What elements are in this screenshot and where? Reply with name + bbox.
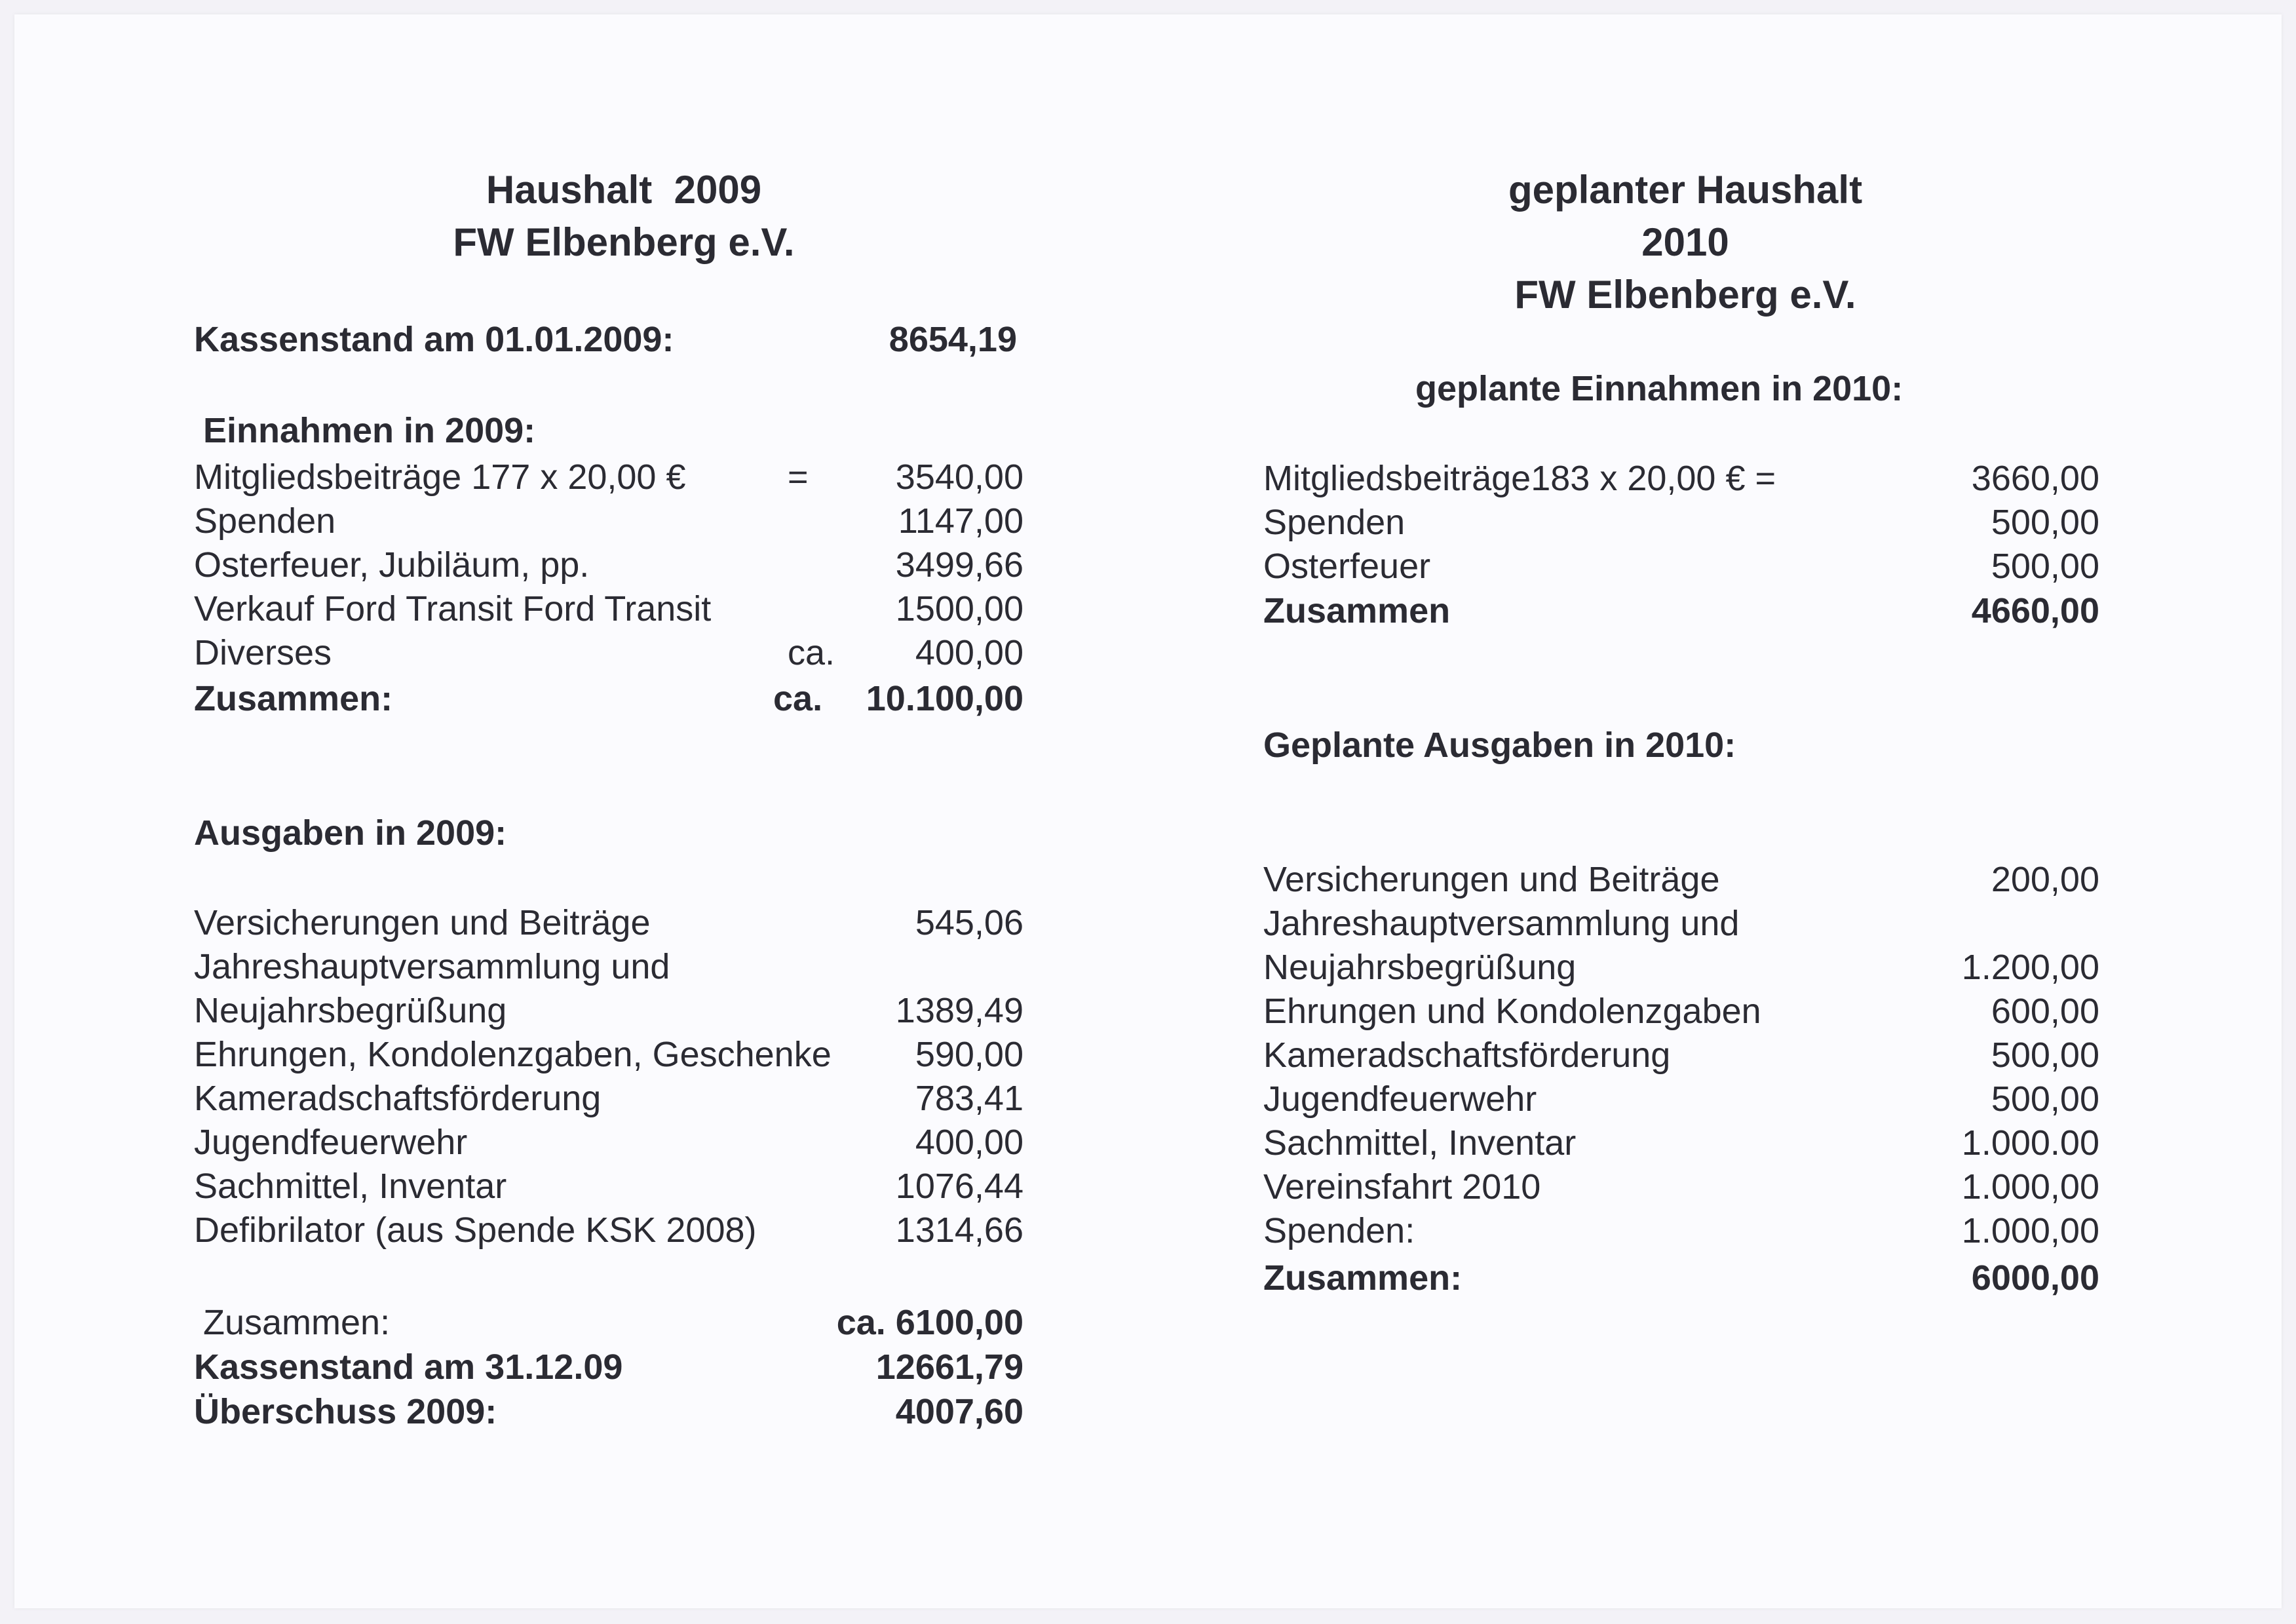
right-title [1423,164,1947,321]
expenses-2009-total-value: ca. 6100,00 [836,1303,1024,1342]
row-value: 3660,00 [1971,459,2099,498]
row-value: 1.200,00 [1961,948,2099,987]
row-value: 1076,44 [895,1167,1024,1206]
income-2009-heading: Einnahmen in 2009: [203,411,536,450]
document-page [14,14,2282,1608]
row-label: Spenden [1263,503,1406,542]
row-value: 500,00 [1991,1035,2099,1075]
row-value: 500,00 [1991,547,2099,586]
row-value: 1.000,00 [1961,1167,2099,1207]
row-value: 500,00 [1991,1079,2099,1119]
row-label: Versicherungen und Beiträge [1263,860,1720,899]
row-label: Jugendfeuerwehr [194,1123,468,1162]
row-value: 1389,49 [895,991,1024,1030]
row-value: 400,00 [915,633,1024,672]
row-label: Mitgliedsbeiträge183 x 20,00 € = [1263,459,1776,498]
row-label: Jahreshauptversammlung und [194,947,670,986]
row-label: Sachmittel, Inventar [194,1167,507,1206]
expenses-2010-total-value: 6000,00 [1971,1258,2099,1298]
expenses-2010-heading: Geplante Ausgaben in 2010: [1263,725,1736,765]
income-2009-total-label: Zusammen: [194,679,393,718]
row-label: Versicherungen und Beiträge [194,903,651,942]
row-label: Diverses [194,633,332,672]
income-2010-heading: geplante Einnahmen in 2010: [1415,369,1904,408]
row-value: 500,00 [1991,503,2099,542]
row-label: Kameradschaftsförderung [1263,1035,1671,1075]
row-value: 590,00 [915,1035,1024,1074]
row-label: Sachmittel, Inventar [1263,1123,1577,1163]
expenses-2010-total-label: Zusammen: [1263,1258,1463,1298]
row-label: Spenden [194,501,336,541]
income-2010-total-value: 4660,00 [1971,591,2099,630]
row-value: 1500,00 [895,589,1024,628]
left-title [362,164,886,269]
row-label: Spenden: [1263,1211,1415,1250]
opening-balance-label: Kassenstand am 01.01.2009: [194,320,674,359]
row-value: 545,06 [915,903,1024,942]
row-label: Osterfeuer, Jubiläum, pp. [194,545,590,585]
row-value: 1147,00 [898,501,1024,541]
expenses-2009-total-label: Zusammen: [203,1303,391,1342]
row-value: 1.000,00 [1961,1211,2099,1250]
left-title-line1: Haushalt 2009 [486,168,762,212]
row-label: Defibrilator (aus Spende KSK 2008) [194,1210,757,1250]
expenses-2009-heading: Ausgaben in 2009: [194,813,507,853]
row-value: 1.000.00 [1961,1123,2099,1163]
closing-balance-value: 12661,79 [875,1347,1024,1387]
row-value: 1314,66 [895,1210,1024,1250]
right-title-line1: geplanter Haushalt [1508,168,1863,212]
row-qualifier: = [788,457,809,497]
row-value: 783,41 [915,1079,1024,1118]
left-title-line2: FW Elbenberg e.V. [453,220,795,264]
opening-balance-value: 8654,19 [889,320,1017,359]
row-label: Kameradschaftsförderung [194,1079,602,1118]
row-label: Neujahrsbegrüßung [1263,948,1577,987]
row-label: Ehrungen und Kondolenzgaben [1263,992,1761,1031]
row-label: Mitgliedsbeiträge 177 x 20,00 € [194,457,686,497]
row-label: Jahreshauptversammlung und [1263,904,1740,943]
row-label: Vereinsfahrt 2010 [1263,1167,1541,1207]
closing-balance-label: Kassenstand am 31.12.09 [194,1347,623,1387]
right-title-line2: 2010 [1641,220,1729,264]
row-label: Jugendfeuerwehr [1263,1079,1537,1119]
row-qualifier: ca. [788,633,835,672]
row-label: Verkauf Ford Transit Ford Transit [194,589,712,628]
income-2010-total-label: Zusammen [1263,591,1451,630]
row-label: Ehrungen, Kondolenzgaben, Geschenke [194,1035,832,1074]
right-title-line3: FW Elbenberg e.V. [1514,273,1856,317]
row-value: 3540,00 [895,457,1024,497]
income-2009-total-ca: ca. [773,679,823,718]
row-value: 600,00 [1991,992,2099,1031]
row-label: Osterfeuer [1263,547,1431,586]
surplus-value: 4007,60 [895,1392,1024,1431]
row-label: Neujahrsbegrüßung [194,991,507,1030]
row-value: 3499,66 [895,545,1024,585]
row-value: 400,00 [915,1123,1024,1162]
income-2009-total-value: 10.100,00 [866,679,1024,718]
row-value: 200,00 [1991,860,2099,899]
surplus-label: Überschuss 2009: [194,1392,497,1431]
